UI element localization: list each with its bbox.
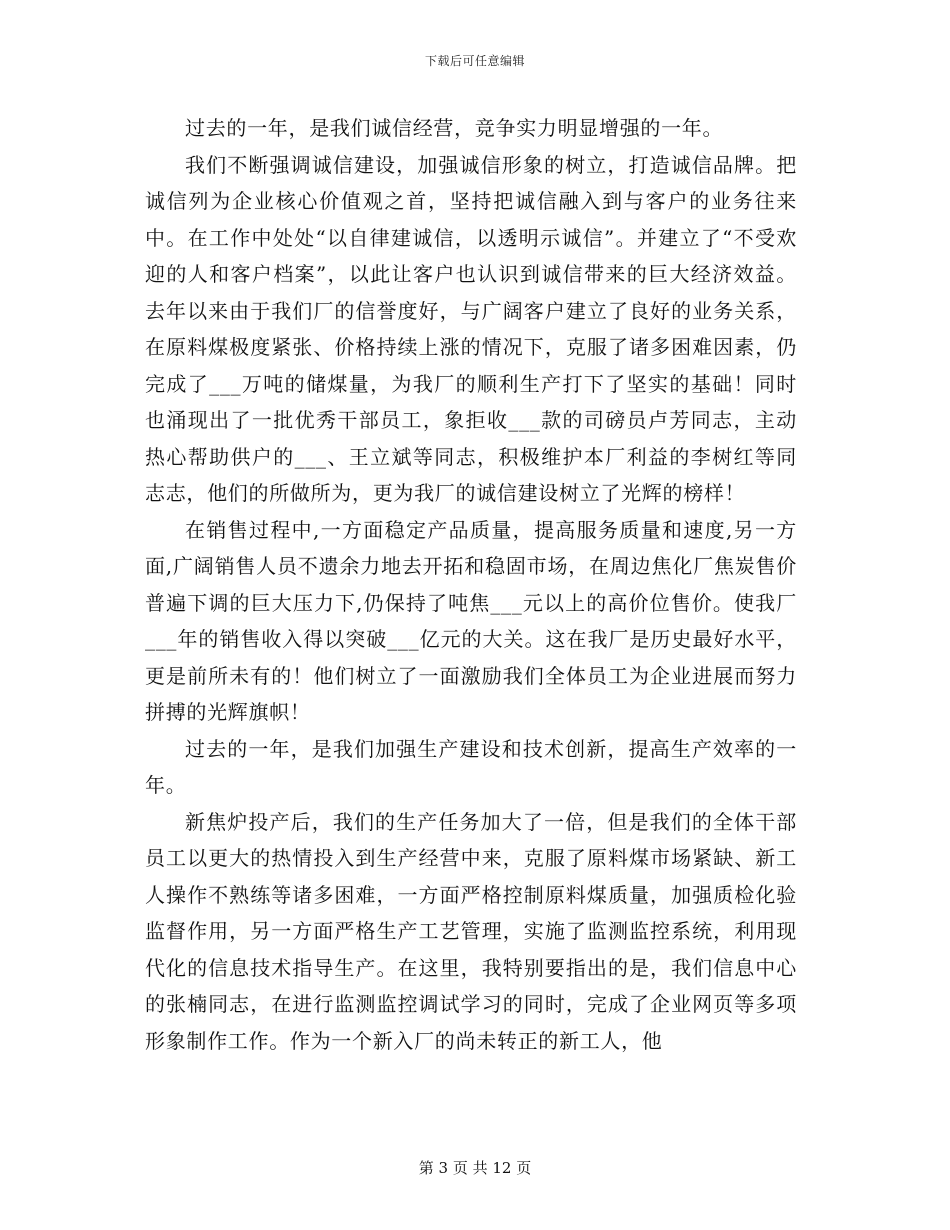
document-body [145,110,797,1059]
paragraph-5: 新焦炉投产后，我们的生产任务加大了一倍，但是我们的全体干部员工以更大的热情投入到生产经营中来，克服了原料煤市场紧缺、新工人操作不熟练等诸多困难，一方面严格控制原料煤质量，加强质检化验监督作用，另一方面严格生产工艺管理，实施了监测监控系统，利用现代化的信息技术指导生产。在这里，我特别要指出的是，我们信息中心的张楠同志，在进行监测监控调试学习的同时，完成了企业网页等多项形象制作工作。作为一个新入厂的尚未转正的新工人，他 [145,809,797,1053]
page-number-footer: 第 3 页 共 12 页 [418,1159,532,1177]
page-header-note: 下载后可任意编辑 [424,54,525,68]
paragraph-2: 我们不断强调诚信建设，加强诚信形象的树立，打造诚信品牌。把诚信列为企业核心价值观之首，坚持把诚信融入到与客户的业务往来中。在工作中处处“以自律建诚信，以透明示诚信”。并建立了“不受欢迎的人和客户档案”，以此让客户也认识到诚信带来的巨大经济效益。去年以来由于我们厂的信誉度好，与广阔客户建立了良好的业务关系，在原料煤极度紧张、价格持续上涨的情况下，克服了诸多困难因素，仍完成了___万吨的储煤量，为我厂的顺利生产打下了坚实的基础！同时也涌现出了一批优秀干部员工，象拒收___款的司磅员卢芳同志，主动热心帮助供户的___、王立斌等同志，积极维护本厂利益的李树红等同志志，他们的所做所为，更为我厂的诚信建设树立了光辉的榜样！ [145,152,797,505]
paragraph-3: 在销售过程中,一方面稳定产品质量，提高服务质量和速度,另一方面,广阔销售人员不遗余力地去开拓和稳固市场，在周边焦化厂焦炭售价普遍下调的巨大压力下,仍保持了吨焦___元以上的高价位售价。使我厂___年的销售收入得以突破___亿元的大关。这在我厂是历史最好水平，更是前所未有的！他们树立了一面激励我们全体员工为企业进展而努力拼搏的光辉旗帜！ [145,517,797,724]
paragraph-4: 过去的一年，是我们加强生产建设和技术创新，提高生产效率的一年。 [145,736,797,797]
paragraph-1: 过去的一年，是我们诚信经营，竞争实力明显增强的一年。 [185,116,724,140]
